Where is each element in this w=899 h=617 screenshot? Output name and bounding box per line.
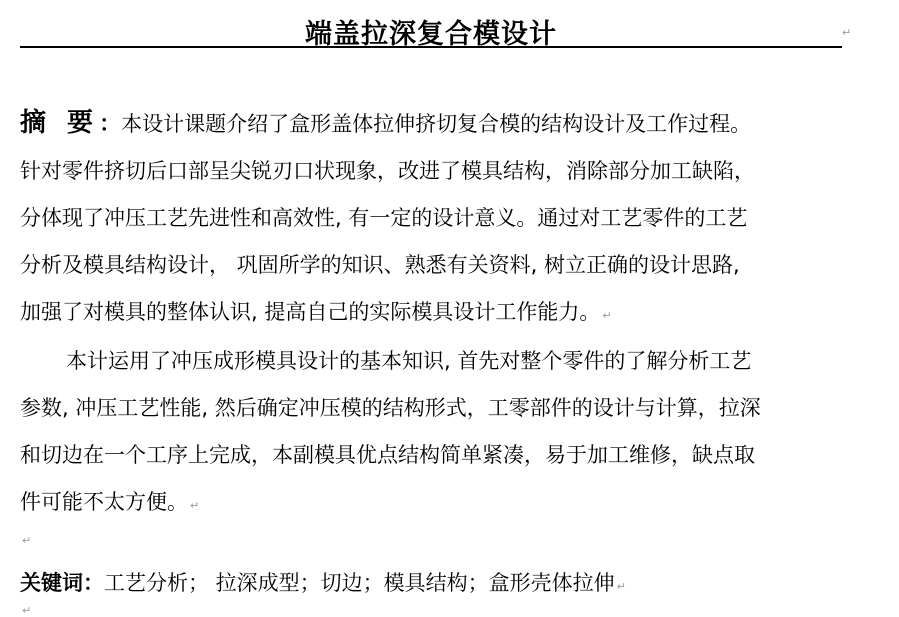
abstract-colon: ： — [99, 112, 122, 137]
keywords-text: 工艺分析； 拉深成型；切边；模具结构；盒形壳体拉伸 — [104, 571, 615, 595]
paragraph-line — [20, 479, 860, 529]
paragraph-mark-icon: ↵ — [602, 309, 612, 322]
paragraph-mark-icon: ↵ — [842, 26, 852, 39]
abstract-line — [20, 195, 860, 242]
abstract-line — [20, 242, 860, 289]
paragraph-mark-icon: ↵ — [616, 580, 626, 593]
abstract-line-text: 加强了对模具的整体认识, 提高自己的实际模具设计工作能力。 — [20, 300, 601, 324]
title-block — [20, 8, 842, 48]
abstract-section — [20, 100, 860, 339]
document-title: 端盖拉深复合模设计 — [305, 19, 557, 50]
paragraph-line-text: 参数, 冲压工艺性能, 然后确定冲压模的结构形式，工零部件的设计与计算，拉深 — [20, 396, 761, 420]
abstract-line-text: 针对零件挤切后口部呈尖锐刃口状现象，改进了模具结构，消除部分加工缺陷， — [20, 159, 755, 183]
keywords-line — [20, 565, 626, 605]
abstract-line-text: 本设计课题介绍了盒形盖体拉伸挤切复合模的结构设计及工作过程。 — [121, 112, 752, 136]
paragraph-line-text: 本计运用了冲压成形模具设计的基本知识, 首先对整个零件的了解分析工艺 — [66, 349, 752, 373]
paragraph-mark-icon: ↵ — [22, 604, 32, 617]
paragraph-line — [20, 385, 860, 432]
paragraph-mark-icon: ↵ — [190, 499, 200, 512]
abstract-line — [20, 289, 860, 339]
abstract-line-text: 分析及模具结构设计， 巩固所学的知识、熟悉有关资料, 树立正确的设计思路, — [20, 253, 740, 277]
paragraph-line — [20, 432, 860, 479]
paragraph-line-text: 和切边在一个工序上完成，本副模具优点结构简单紧凑，易于加工维修，缺点取 — [20, 443, 755, 467]
abstract-label: 摘 要 — [20, 108, 100, 138]
paragraph-mark-icon: ↵ — [22, 534, 32, 547]
paragraph-line — [20, 338, 860, 385]
body-paragraph — [20, 338, 860, 529]
abstract-line-text: 分体现了冲压工艺先进性和高效性, 有一定的设计意义。通过对工艺零件的工艺 — [20, 206, 748, 230]
abstract-line — [20, 100, 860, 148]
abstract-line — [20, 148, 860, 195]
keywords-label: 关键词： — [20, 571, 104, 595]
paragraph-line-text: 件可能不太方便。 — [20, 490, 188, 514]
